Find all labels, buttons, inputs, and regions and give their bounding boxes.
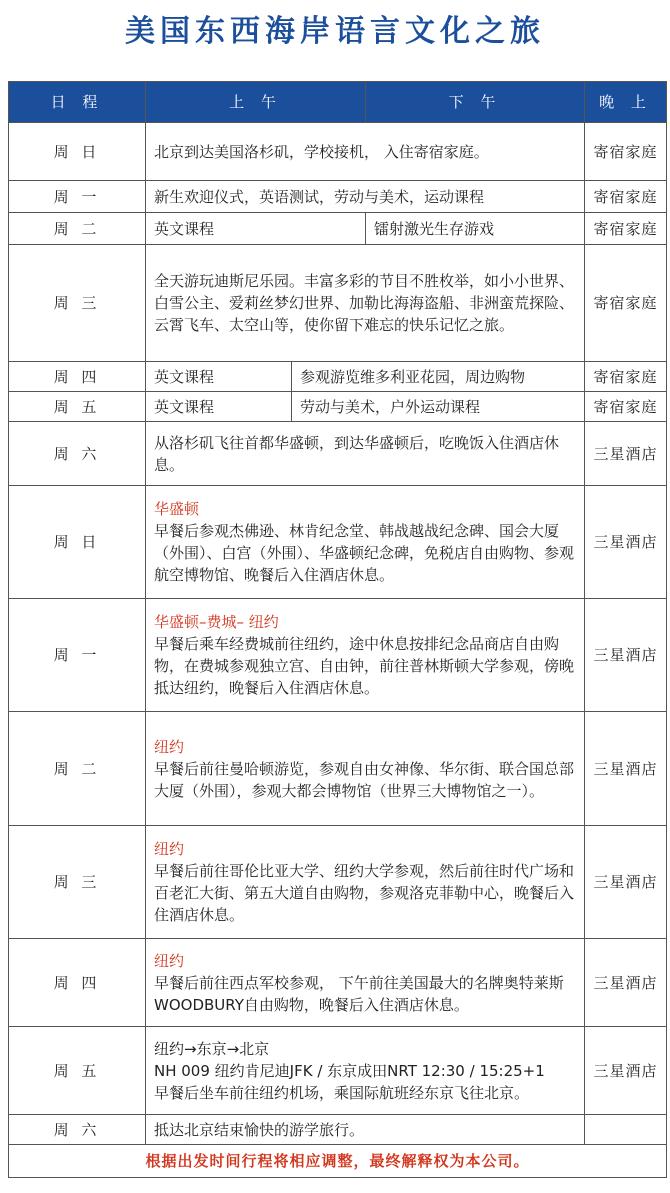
location-heading: 纽约 — [154, 840, 185, 858]
row-text: 全天游玩迪斯尼乐园。丰富多彩的节目不胜枚举，如小小世界、白雪公主、爱莉丝梦幻世界、加勒比海海盗船、非洲蛮荒探险、云霄飞车、太空山等，使你留下难忘的快乐记忆之旅。 — [146, 245, 585, 362]
header-morning: 上 午 — [146, 82, 366, 123]
row-morning: 英文课程 — [146, 213, 366, 245]
table-row — [9, 245, 667, 362]
row-day: 周 四 — [9, 362, 146, 392]
route-line: 纽约→东京→北京 — [154, 1039, 270, 1058]
row-day: 周 五 — [9, 1027, 146, 1115]
row-text: 早餐后前往西点军校参观， 下午前往美国最大的名牌奥特莱斯WOODBURY自由购物，晚餐后入住酒店休息。 — [154, 973, 564, 1014]
table-row — [9, 123, 667, 181]
row-day: 周 六 — [9, 422, 146, 486]
row-text: 早餐后坐车前往纽约机场，乘国际航班经东京飞往北京。 — [154, 1083, 530, 1102]
table-row — [9, 486, 667, 599]
row-night — [585, 1115, 667, 1145]
table-row — [9, 712, 667, 826]
table-row — [9, 939, 667, 1027]
row-text: 早餐后前往曼哈顿游览，参观自由女神像、华尔街、联合国总部大厦（外围），参观大都会博物馆（世界三大博物馆之一）。 — [154, 759, 575, 800]
table-row — [9, 362, 667, 392]
row-day: 周 二 — [9, 213, 146, 245]
row-night: 寄宿家庭 — [585, 362, 667, 392]
row-night: 寄宿家庭 — [585, 181, 667, 213]
table-header — [9, 82, 667, 123]
row-text: 新生欢迎仪式，英语测试，劳动与美术，运动课程 — [146, 181, 585, 213]
row-day: 周 三 — [9, 245, 146, 362]
row-content — [146, 939, 585, 1027]
row-afternoon: 参观游览维多利亚花园，周边购物 — [292, 362, 585, 392]
row-day: 周 三 — [9, 826, 146, 939]
table-row — [9, 826, 667, 939]
row-night: 寄宿家庭 — [585, 213, 667, 245]
row-day: 周 日 — [9, 486, 146, 599]
table-row — [9, 213, 667, 245]
row-afternoon: 镭射激光生存游戏 — [366, 213, 585, 245]
header-afternoon: 下 午 — [366, 82, 585, 123]
row-day: 周 五 — [9, 392, 146, 422]
row-text: 早餐后乘车经费城前往纽约，途中休息按排纪念品商店自由购物，在费城参观独立宫、自由钟，前往普林斯顿大学参观，傍晚抵达纽约，晚餐后入住酒店休息。 — [154, 635, 575, 697]
row-text: 早餐后参观杰佛逊、林肯纪念堂、韩战越战纪念碑、国会大厦（外围）、白宫（外围）、华盛顿纪念碑，免税店自由购物、参观航空博物馆、晚餐后入住酒店休息。 — [154, 522, 575, 584]
location-heading: 纽约 — [154, 951, 185, 970]
row-night: 三星酒店 — [585, 712, 667, 826]
header-day: 日 程 — [9, 82, 146, 123]
row-content — [146, 712, 585, 826]
table-row — [9, 181, 667, 213]
table-row — [9, 599, 667, 712]
row-night: 寄宿家庭 — [585, 245, 667, 362]
row-content — [146, 826, 585, 939]
row-text: 早餐后前往哥伦比亚大学、纽约大学参观，然后前往时代广场和百老汇大街、第五大道自由购物，参观洛克菲勒中心，晚餐后入住酒店休息。 — [154, 862, 575, 924]
table-row — [9, 422, 667, 486]
row-night: 三星酒店 — [585, 1027, 667, 1115]
row-night: 三星酒店 — [585, 826, 667, 939]
row-morning: 英文课程 — [146, 392, 292, 422]
row-day: 周 二 — [9, 712, 146, 826]
row-night: 寄宿家庭 — [585, 123, 667, 181]
row-day: 周 四 — [9, 939, 146, 1027]
table-row — [9, 1027, 667, 1115]
location-heading: 华盛顿 — [154, 500, 200, 518]
row-text: 从洛杉矶飞往首都华盛顿，到达华盛顿后，吃晚饭入住酒店休息。 — [146, 422, 585, 486]
row-night: 三星酒店 — [585, 599, 667, 712]
row-night: 寄宿家庭 — [585, 392, 667, 422]
row-day: 周 一 — [9, 599, 146, 712]
row-night: 三星酒店 — [585, 422, 667, 486]
header-evening: 晚 上 — [585, 82, 667, 123]
row-day: 周 日 — [9, 123, 146, 181]
row-day: 周 一 — [9, 181, 146, 213]
row-night: 三星酒店 — [585, 486, 667, 599]
itinerary-table — [8, 81, 667, 1178]
footer-note: 根据出发时间行程将相应调整，最终解释权为本公司。 — [9, 1145, 667, 1178]
table-row — [9, 392, 667, 422]
table-row — [9, 1115, 667, 1145]
row-morning: 英文课程 — [146, 362, 292, 392]
flight-line: NH 009 纽约肯尼迪JFK / 东京成田NRT 12:30 / 15:25+1 — [154, 1061, 545, 1080]
footer-row — [9, 1145, 667, 1178]
row-afternoon: 劳动与美术，户外运动课程 — [292, 392, 585, 422]
row-day: 周 六 — [9, 1115, 146, 1145]
row-night: 三星酒店 — [585, 939, 667, 1027]
page-title: 美国东西海岸语言文化之旅 — [125, 14, 545, 49]
row-text: 北京到达美国洛杉矶，学校接机， 入住寄宿家庭。 — [146, 123, 585, 181]
location-heading: 纽约 — [154, 737, 185, 756]
row-text: 抵达北京结束愉快的游学旅行。 — [146, 1115, 585, 1145]
row-content — [146, 599, 585, 712]
row-content — [146, 486, 585, 599]
location-heading: 华盛顿–费城– 纽约 — [154, 613, 279, 631]
row-content — [146, 1027, 585, 1115]
